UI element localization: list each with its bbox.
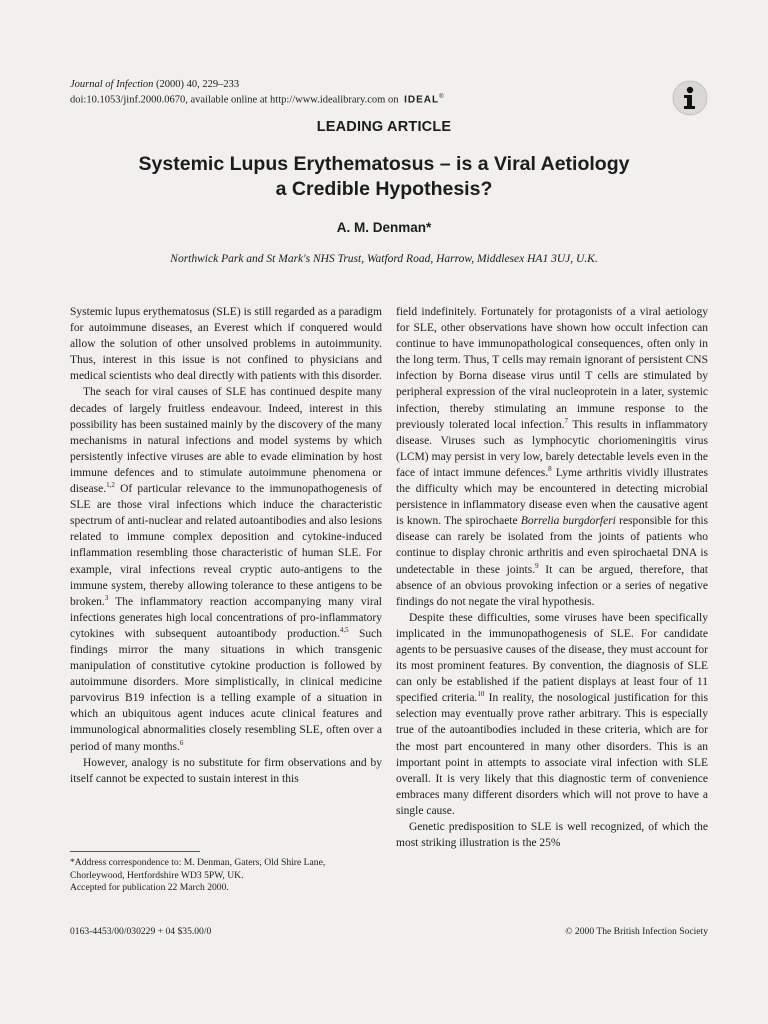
- paragraph: field indefinitely. Fortunately for protagonists of a viral aetiology for SLE, other observations have shown how occult infection can continue to have immunopathological consequences, often only in the long term. Thus, T cells may remain ignorant of persistent CNS infection by Borna disease virus until T cells are stimulated by peripheral expression of the viral nucleoprotein in a later, systemic infection, thereby stimulating an immune response to the previously tolerated local infection.$^7$ This results in inflammatory disease. Viruses such as lymphocytic choriomeningitis virus (LCM) may persist in very low, barely detectable levels even in the face of intact immune defences.$^8$ Lyme arthritis vividly illustrates the difficulty which may be encountered in detecting microbial persistence in inflammatory disease even when the causative agent is known. The spirochaete Borrelia burgdorferi responsible for this disease can rarely be isolated from the joints of patients who continue to display chronic arthritis and even spirochaetal DNA is undetectable in these joints.$^9$ It can be argued, therefore, that absence of an obvious provoking infection or a series of negative findings do not negate the viral hypothesis.: [396, 306, 708, 608]
- citation-ref[interactable]: 8: [548, 465, 552, 474]
- citation-ref[interactable]: 9: [535, 561, 539, 570]
- copyright: © 2000 The British Infection Society: [565, 926, 708, 937]
- citation-ref[interactable]: 10: [477, 690, 485, 699]
- article-title: [84, 152, 684, 202]
- citation-ref[interactable]: 6: [179, 738, 184, 747]
- author-affiliation: Northwick Park and St Mark's NHS Trust, Watford Road, Harrow, Middlesex HA1 3UJ, U.K.: [170, 253, 598, 265]
- body-column-right: [396, 304, 708, 851]
- acceptance-date: Accepted for publication 22 March 2000.: [70, 882, 229, 893]
- citation-ref[interactable]: 7: [564, 416, 569, 425]
- species-name: Borrelia burgdorferi: [520, 515, 616, 528]
- footnote: [70, 857, 382, 895]
- citation-ref[interactable]: 1,2: [106, 481, 115, 490]
- correspondence-address: *Address correspondence to: M. Denman, Gaters, Old Shire Lane, Chorleywood, Hertfordshire WD3 5PW, UK.: [70, 857, 326, 881]
- footnote-divider: [70, 851, 200, 852]
- title-line-2: a Credible Hypothesis?: [275, 178, 493, 200]
- citation-ref[interactable]: 3: [104, 593, 109, 602]
- ideal-logo: IDEAL®: [404, 94, 445, 106]
- paragraph: Systemic lupus erythematosus (SLE) is still regarded as a paradigm for autoimmune diseases, an Everest which if conquered would allow the solution of other unsolved problems in autoimmunity. Thus, interest in this issue is not confined to physicians and medical scientists who deal directly with patients with this disorder.: [70, 306, 382, 383]
- body-column-left: [70, 304, 382, 787]
- journal-name: Journal of Infection: [70, 79, 154, 90]
- info-badge-icon: [672, 80, 708, 116]
- citation-line: [70, 78, 610, 91]
- paragraph: The seach for viral causes of SLE has continued despite many decades of largely fruitless endeavour. Indeed, interest in this possibility has been sustained mainly by the discovery of the many mechanisms in natural infections and model systems by which persistently infective viruses are able to evade elimination by host immune defences and to stimulate autoimmune phenomena or disease.$^{1,2}$ Of particular relevance to the immunopathogenesis of SLE are those viral infections which induce the characteristic spectrum of anti-nuclear and related autoantibodies and also lesions related to immune complex deposition and cytokine-induced inflammation resembling those characteristic of human SLE. For example, viral infections reveal cryptic auto-antigens to the immune system, thereby allowing tolerance to these antigens to be broken.$^3$ The inflammatory reaction accompanying many viral infections generates high local concentrations of pro-inflammatory cytokines with subsequent autoantibody production.$^{4,5}$ Such findings mirror the many situations in which transgenic manipulation of constitutive cytokine production is followed by autoimmune disorders. More simplistically, in clinical medicine parvovirus B19 infection is a telling example of a situation in which an ubiquitous agent induces acute clinical features and immunological abnormalities closely resembling SLE, often over a period of many months.$^6$: [70, 386, 382, 753]
- author-name: A. M. Denman*: [336, 220, 432, 235]
- doi-line: [70, 91, 610, 106]
- title-line-1: Systemic Lupus Erythematosus – is a Viral Aetiology: [138, 153, 630, 175]
- journal-citation-header: [70, 78, 610, 106]
- paragraph: However, analogy is no substitute for firm observations and by itself cannot be expected to sustain interest in this: [70, 756, 382, 785]
- doi-text[interactable]: doi:10.1053/jinf.2000.0670, available online at http://www.idealibrary.com on: [70, 94, 399, 106]
- citation-ref[interactable]: 4,5: [339, 626, 349, 635]
- paragraph: Despite these difficulties, some viruses have been specifically implicated in the immunopathogenesis of SLE. For candidate agents to be persuasive causes of the disease, they must account for its most prominent features. By convention, the diagnosis of SLE can only be established if the patient displays at least four of 11 specified criteria.$^{10}$ In reality, the nosological justification for this selection may eventually prove rather arbitrary. This is especially true of the autoantibodies included in these criteria, which are for the most part encountered in many other disorders. This is an important point in attempts to associate viral infection with SLE overall. It is very likely that this diagnostic term of convenience embraces many different disorders which will not prove to have a single cause.: [396, 611, 708, 817]
- volume-pages: (2000) 40, 229–233: [156, 79, 240, 90]
- paragraph: Genetic predisposition to SLE is well recognized, of which the most striking illustration is the 25%: [396, 821, 708, 850]
- issn-price: 0163-4453/00/030229 + 04 $35.00/0: [70, 926, 212, 937]
- article-type: LEADING ARTICLE: [316, 119, 452, 135]
